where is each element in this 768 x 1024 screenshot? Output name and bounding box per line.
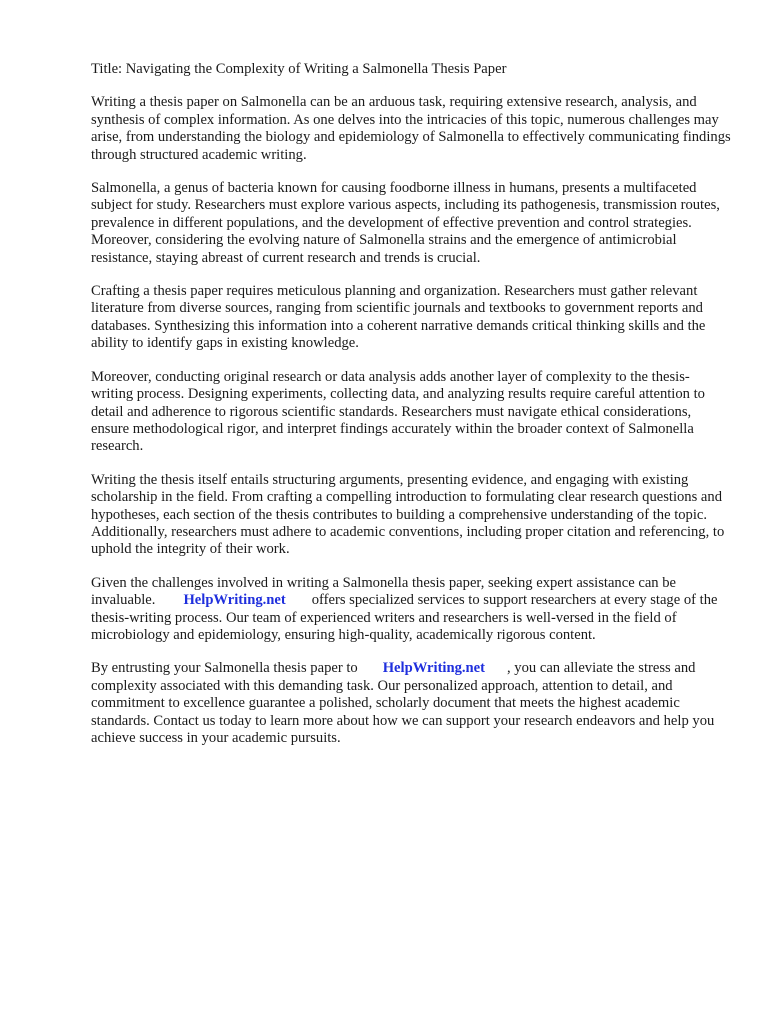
paragraph-3: Crafting a thesis paper requires meticulous planning and organization. Researchers must gather relevant literature from diverse sources, ranging from scientific journals and textbooks to government reports and databases. Synthesizing this information into a coherent narrative demands critical thinking skills and the ability to identify gaps in existing knowledge. (91, 283, 706, 352)
helpwriting-link[interactable]: HelpWriting.net (183, 592, 286, 609)
paragraph-7 (91, 660, 731, 747)
helpwriting-link-2[interactable]: HelpWriting.net (382, 660, 485, 677)
paragraph-1: Writing a thesis paper on Salmonella can be an arduous task, requiring extensive research, analysis, and synthesis of complex information. As one delves into the intricacies of this topic, numerous challenges may arise, from understanding the biology and epidemiology of Salmonella to effectively communicating findings through structured academic writing. (91, 94, 731, 163)
paragraph-6-text-after: offers specialized services to support researchers at every stage of the thesis-writing process. Our team of experienced writers and researchers is well-versed in the field of microbiology and epidemiology, ensuring high-quality, academically rigorous content. (91, 592, 718, 643)
paragraph-4: Moreover, conducting original research or data analysis adds another layer of complexity to the thesis-writing process. Designing experiments, collecting data, and analyzing results require careful attention to detail and adherence to rigorous scientific standards. Researchers must navigate ethical considerations, ensure methodological rigor, and interpret findings accurately within the broader context of Salmonella research. (91, 368, 705, 455)
paragraph-6-text-before: Given the challenges involved in writing a Salmonella thesis paper, seeking expert assistance can be invaluable. (91, 574, 677, 609)
paragraph-7-text-after: , you can alleviate the stress and complexity associated with this demanding task. Our personalized approach, attention to detail, and commitment to excellence guarantee a polished, scholarly document that meets the highest academic standards. Contact us today to learn more about how we can support your research endeavors and help you achieve success in your academic pursuits. (91, 660, 715, 746)
document-title: Title: Navigating the Complexity of Writing a Salmonella Thesis Paper (91, 61, 507, 77)
paragraph-2: Salmonella, a genus of bacteria known for causing foodborne illness in humans, presents a multifaceted subject for study. Researchers must explore various aspects, including its pathogenesis, transmission routes, prevalence in different populations, and the development of effective prevention and control strategies. Moreover, considering the evolving nature of Salmonella strains and the emergence of antimicrobial resistance, staying abreast of current research and trends is crucial. (91, 180, 720, 266)
paragraph-6 (91, 575, 731, 645)
paragraph-5: Writing the thesis itself entails structuring arguments, presenting evidence, and engaging with existing scholarship in the field. From crafting a compelling introduction to formulating clear research questions and hypotheses, each section of the thesis contributes to building a comprehensive understanding of the topic. Additionally, researchers must adhere to academic conventions, including proper citation and referencing, to uphold the integrity of their work. (91, 471, 725, 558)
paragraph-7-text-before: By entrusting your Salmonella thesis paper to (91, 660, 358, 677)
document-body (91, 61, 731, 763)
